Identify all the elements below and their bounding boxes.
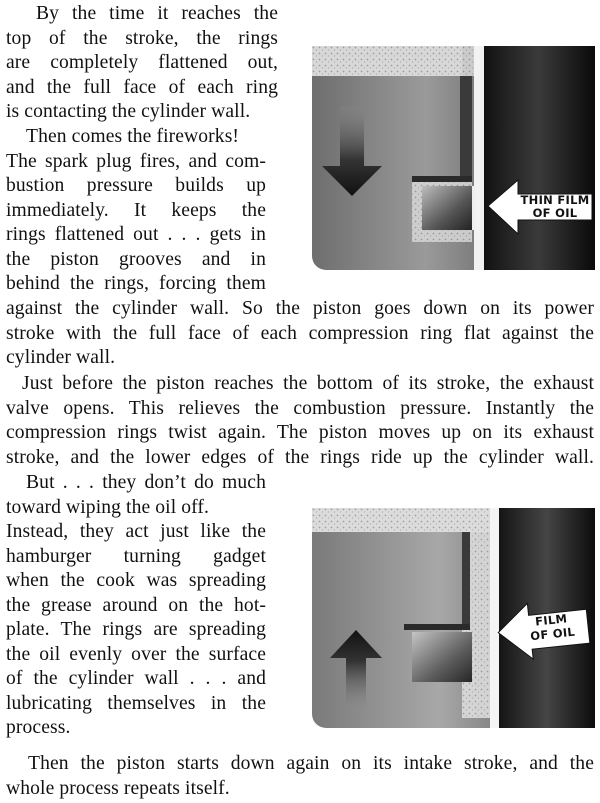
paragraph-4 — [6, 372, 594, 470]
text-line: the piston grooves and in — [6, 248, 266, 270]
text-line: top of the stroke, the rings — [6, 27, 278, 49]
text-line: the oil evenly over the surface — [6, 643, 266, 665]
figure-label-line2: OF OIL — [529, 624, 576, 644]
piston-ring-illustration — [312, 46, 595, 270]
paragraph-5 — [6, 471, 266, 741]
text-line: hamburger turning gadget — [6, 545, 266, 567]
text-line: compression rings twist again. The piston moves up on its exhaust — [6, 422, 594, 443]
text-line: Just before the piston reaches the bottom of its stroke, the exhaust — [22, 373, 594, 394]
text-line: rings flattened out . . . gets in — [6, 224, 266, 245]
figure-label-line1: THIN FILM — [520, 193, 590, 207]
text-line: when the cook was spreading — [6, 570, 266, 591]
text-line: is contacting the cylinder wall. — [6, 101, 251, 122]
text-line: stroke with the full face of each compression ring flat against the — [6, 322, 594, 344]
paragraph-6 — [6, 752, 594, 801]
text-line: immediately. It keeps the — [6, 199, 266, 221]
figure-label-line1: FILM — [534, 611, 568, 629]
paragraph-3 — [6, 297, 594, 371]
figure-thin-film-of-oil — [312, 46, 595, 270]
figure-film-of-oil — [312, 508, 595, 728]
text-line: Then comes the fireworks! — [26, 126, 240, 147]
text-line: are completely flattened out, — [6, 52, 278, 73]
text-line: behind the rings, forcing them — [6, 273, 266, 294]
text-line: the grease around on the hot- — [6, 594, 266, 616]
text-line: Then the piston starts down again on its intake stroke, and the — [28, 753, 594, 774]
text-line: lubricating themselves in the — [6, 692, 266, 714]
text-line: whole process repeats itself. — [6, 777, 230, 799]
piston-ring-illustration — [312, 508, 595, 728]
paragraph-1 — [6, 2, 278, 125]
figure-label-line2: OF OIL — [532, 206, 578, 220]
text-line: But . . . they don’t do much — [26, 472, 266, 493]
paragraph-2 — [6, 125, 266, 297]
text-line: process. — [6, 717, 71, 738]
text-line: valve opens. This relieves the combustion pressure. Instantly the — [6, 397, 594, 419]
text-line: against the cylinder wall. So the piston goes down on its power — [6, 298, 594, 319]
text-line: By the time it reaches the — [36, 3, 278, 24]
text-line: and the full face of each ring — [6, 76, 278, 98]
text-line: Instead, they act just like the — [6, 521, 266, 542]
text-line: toward wiping the oil off. — [6, 496, 210, 518]
text-line: plate. The rings are spreading — [6, 619, 266, 640]
text-line: The spark plug fires, and com- — [6, 150, 266, 172]
text-line: bustion pressure builds up — [6, 175, 266, 196]
text-line: stroke, and the lower edges of the rings ride up the cylinder wall. — [6, 446, 594, 468]
text-line: of the cylinder wall . . . and — [6, 668, 266, 689]
text-line: cylinder wall. — [6, 347, 116, 368]
